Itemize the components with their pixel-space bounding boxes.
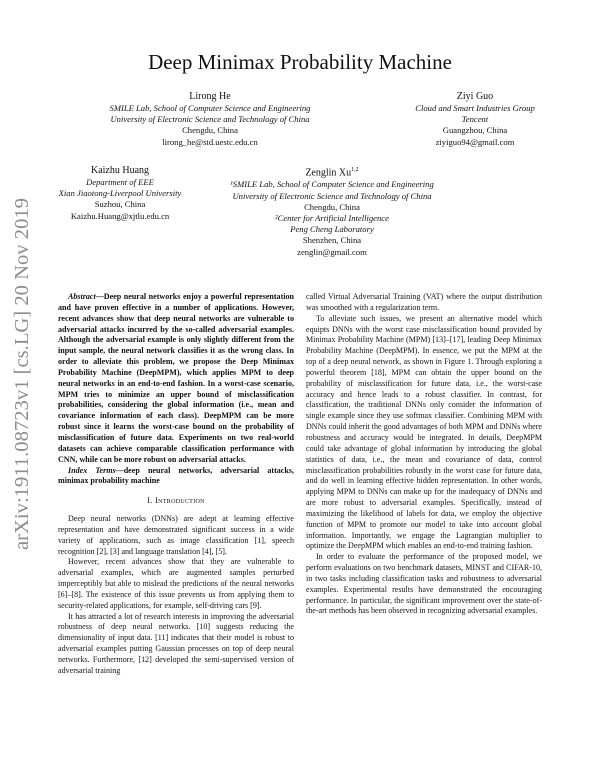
author-affiliation: Tencent [461,114,489,125]
author-superscript: 1,2 [351,167,359,173]
index-terms-paragraph [58,466,294,488]
author-name [222,164,442,179]
abstract-paragraph [58,292,294,466]
author-location: Suzhou, China [94,199,146,210]
author-email: zenglin@gmail.com [297,246,367,257]
body-paragraph: In order to evaluate the performance of the proposed model, we perform evaluations on two benchmark datasets, MINST and CIFAR-10, in two tasks including classification tasks and robustness to adversarial examples. Experimental results have demonstrated the encouraging performance. In particular, the significant improvement over the state-of-the-art methods has been observed in recognizing adversarial examples. [306,552,542,616]
author-affiliation: University of Electronic Science and Technology of China [232,190,432,201]
section-numeral: I. [147,496,153,506]
abstract [58,292,294,487]
author-location: Guangzhou, China [442,125,508,136]
author-email: ziyiguo94@gmail.com [435,136,515,147]
arxiv-identifier-stamp [6,198,36,550]
body-paragraph: To alleviate such issues, we present an alternative model which equipts DNNs with the worst case misclassification bound provided by Minimax Probability Machine (MPM) [13]–[17], leading Deep Minimax Probability Machine (DeepMPM). In essence, we put the MPM at the top of a deep neural network, as shown in Figure 1. Through exploring a powerful theorem [18], MPM can obtain the upper bound on the probability of misclassification for future data, i.e., the worst-case accuracy and hence leads to a robust classifier. In contrast, for classification, the traditional DNNs only consider the information of single example since they use softmax classifier. Combining MPM with DNNs could inherit the good advantages of both MPM and DNNs where robustness and accuracy would be integrated. In details, DeepMPM could take advantage of global information by introducing the global statistics of data, i.e., the mean and covariance of data, control misclassification probabilities robustly in the worst case for future data, and do well in learning effective hidden representation. In other words, applying MPM to DNNs can make up for the inadequacy of DNNs and are more robust to adversarial examples. Specifically, instead of maximizing the likelihood of labels for data, we employ the objective function of MPM to promote our model to take into account global information. Importantly, we engage the Lagrangian multiplier to optimize the DeepMPM which enables an end-to-end training fashion. [306,313,542,551]
author-email: Kaizhu.Huang@xjtlu.edu.cn [70,210,170,221]
author-affiliation: Xian Jiaotong-Liverpool University [58,188,182,199]
author-location: Chengdu, China [304,201,360,212]
author-name-text: Zenglin Xu [305,167,352,179]
author-name: Lirong He [189,91,231,102]
author-affiliation: ²Center for Artificial Intelligence [275,212,389,223]
author-block-4 [222,164,442,258]
author-affiliation: Peng Cheng Laboratory [290,224,374,235]
author-location: Chengdu, China [182,125,238,136]
author-affiliation: ¹SMILE Lab, School of Computer Science and Engineering [230,179,434,190]
author-block-1 [100,90,320,148]
author-block-2 [390,90,560,148]
abstract-text: —Deep neural networks enjoy a powerful representation and have proven effective in a number of applications. However, recent advances show that deep neural networks are vulnerable to adversarial attacks incurred by the so-called adversarial examples. Although the adversarial example is only slightly different from the input sample, the neural network classifies it as the wrong class. In order to alleviate this problem, we propose the Deep Minimax Probability Machine (DeepMPM), which applies MPM to deep neural networks in an end-to-end fashion. In a worst-case scenario, MPM tries to minimize an upper bound of misclassification probabilities, considering the global information (i.e., mean and covariance information of each class). DeepMPM can be more robust since it learns the worst-case bound on the probability of misclassification of future data. Experiments on two real-world datasets can achieve comparable classification performance with CNN, while can be more robust on adversarial attacks. [58,292,294,464]
arxiv-id-text: arXiv:1911.08723v1 [cs.LG] 20 Nov 2019 [12,217,33,550]
section-heading-introduction [58,496,294,507]
author-affiliation: Cloud and Smart Industries Group [415,103,535,113]
body-paragraph: However, recent advances show that they are vulnerable to adversarial examples, which are augmented samples perturbed imperceptibly but able to mislead the predictions of the neural networks [6]–[8]. The existence of this issue prevents us from applying them to security-related applications, for example, self-driving cars [9]. [58,557,294,610]
author-affiliation: SMILE Lab, School of Computer Science and Engineering [109,103,311,113]
index-terms-label: Index Terms [68,465,116,475]
section-title: Introduction [155,496,205,506]
paper-title: Deep Minimax Probability Machine [148,50,452,74]
body-paragraph: Deep neural networks (DNNs) are adept at learning effective representation and have demonstrated significant success in a wide variety of applications, such as image classification [1], speech recognition [2], [3] and language translation [4], [5]. [58,514,294,556]
index-terms-text: —deep neural networks, adversarial attacks, minimax probability machine [58,465,294,486]
author-name: Kaizhu Huang [90,165,150,176]
arxiv-stamp-graphic [6,198,36,550]
author-affiliation: Department of EEE [86,177,154,187]
author-block-3 [40,164,200,222]
body-paragraph: It has attracted a lot of research interests in improving the adversarial robustness of deep neural networks. [10] suggests reducing the dimensionality of input data. [11] indicates that their model is robust to adversarial examples putting Gaussian processes on top of deep neural networks. Furthermore, [12] developed the semi-supervised version of adversarial training [58,611,294,675]
right-column [306,292,542,617]
author-affiliation: University of Electronic Science and Technology of China [110,114,310,125]
author-name: Ziyi Guo [456,91,494,102]
author-email: lirong_he@std.uestc.edu.cn [162,136,258,147]
abstract-label: Abstract [68,292,96,301]
body-paragraph: called Virtual Adversarial Training (VAT) where the output distribution was smoothed with a regularization term. [306,292,542,312]
author-location: Shenzhen, China [302,235,362,246]
left-column [58,292,294,677]
